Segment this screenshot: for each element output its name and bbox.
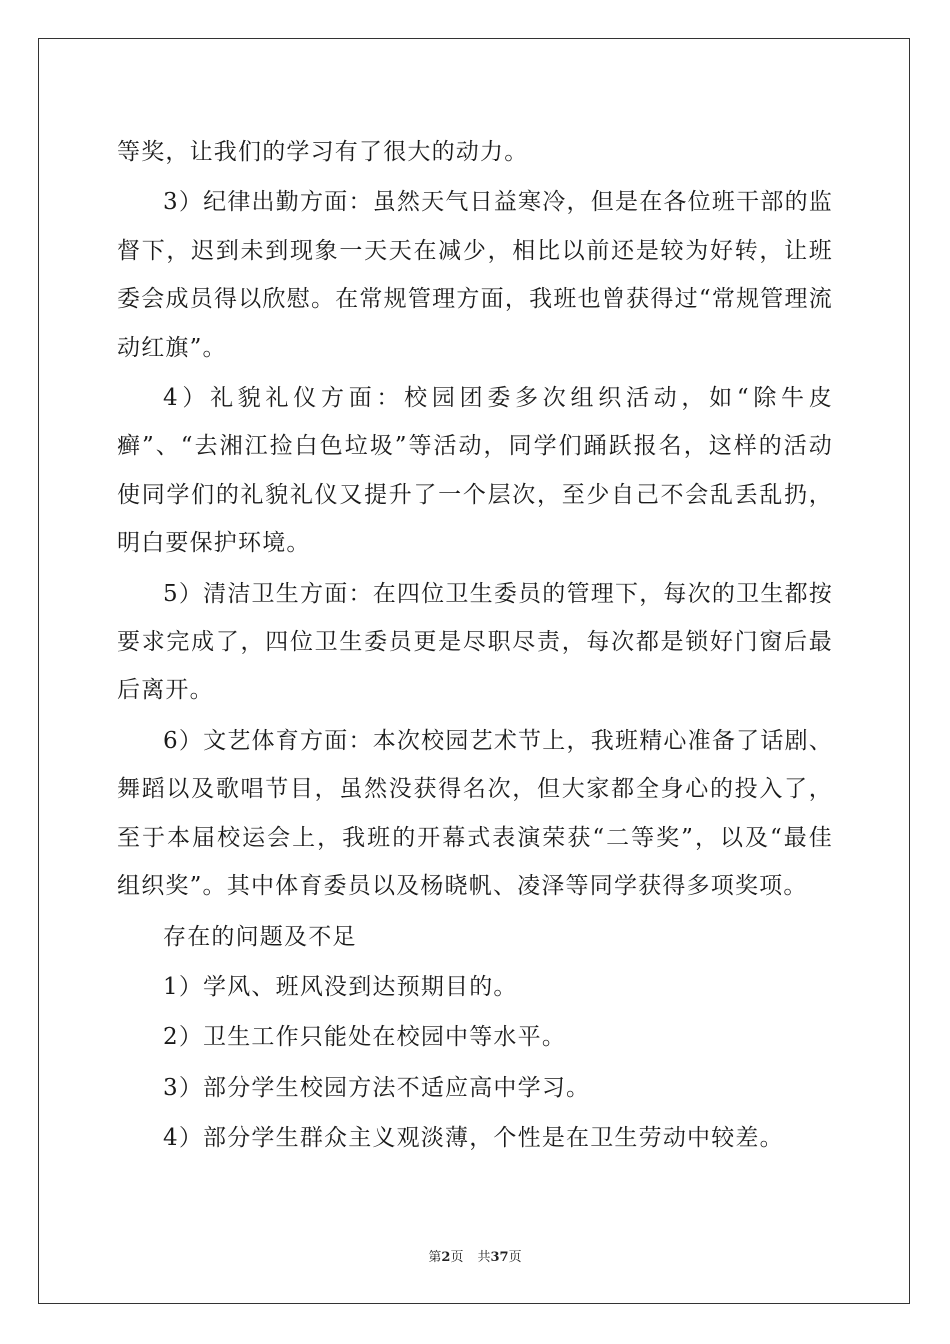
paragraph-2: 3）纪律出勤方面：虽然天气日益寒冷，但是在各位班干部的监督下，迟到未到现象一天天在减少，相比以前还是较为好转，让班委会成员得以欣慰。在常规管理方面，我班也曾获得过“常规管理流动红旗”。 (117, 189, 833, 361)
document-body (117, 128, 833, 1163)
paragraph-5: 6）文艺体育方面：本次校园艺术节上，我班精心准备了话剧、舞蹈以及歌唱节目，虽然没获得名次，但大家都全身心的投入了，至于本届校运会上，我班的开幕式表演荣获“二等奖”，以及“最佳组织奖”。其中体育委员以及杨晓帆、凌泽等同学获得多项奖项。 (117, 727, 833, 900)
page-footer (0, 1246, 950, 1265)
issue-item-4: 4）部分学生群众主义观淡薄，个性是在卫生劳动中较差。 (163, 1125, 784, 1152)
footer-page-unit: 页 (450, 1250, 464, 1265)
issue-item-3: 3）部分学生校园方法不适应高中学习。 (163, 1074, 591, 1101)
footer-total-prefix: 共 (477, 1250, 491, 1265)
footer-total-unit: 页 (508, 1250, 522, 1265)
paragraph-3: 4）礼貌礼仪方面：校园团委多次组织活动，如“除牛皮癣”、“去湘江捡白色垃圾”等活动，同学们踊跃报名，这样的活动使同学们的礼貌礼仪又提升了一个层次，至少自己不会乱丢乱扔，明白要保护环境。 (117, 385, 833, 557)
current-page-number: 2 (441, 1250, 451, 1265)
paragraph-4: 5）清洁卫生方面：在四位卫生委员的管理下，每次的卫生都按要求完成了，四位卫生委员更是尽职尽责，每次都是锁好门窗后最后离开。 (117, 580, 833, 704)
paragraph-1: 等奖，让我们的学习有了很大的动力。 (117, 139, 529, 165)
issue-item-1: 1）学风、班风没到达预期目的。 (163, 973, 518, 1000)
issue-item-2: 2）卫生工作只能处在校园中等水平。 (163, 1024, 567, 1051)
footer-prefix: 第 (428, 1250, 442, 1265)
total-page-count: 37 (490, 1250, 509, 1265)
section-heading: 存在的问题及不足 (163, 923, 357, 950)
